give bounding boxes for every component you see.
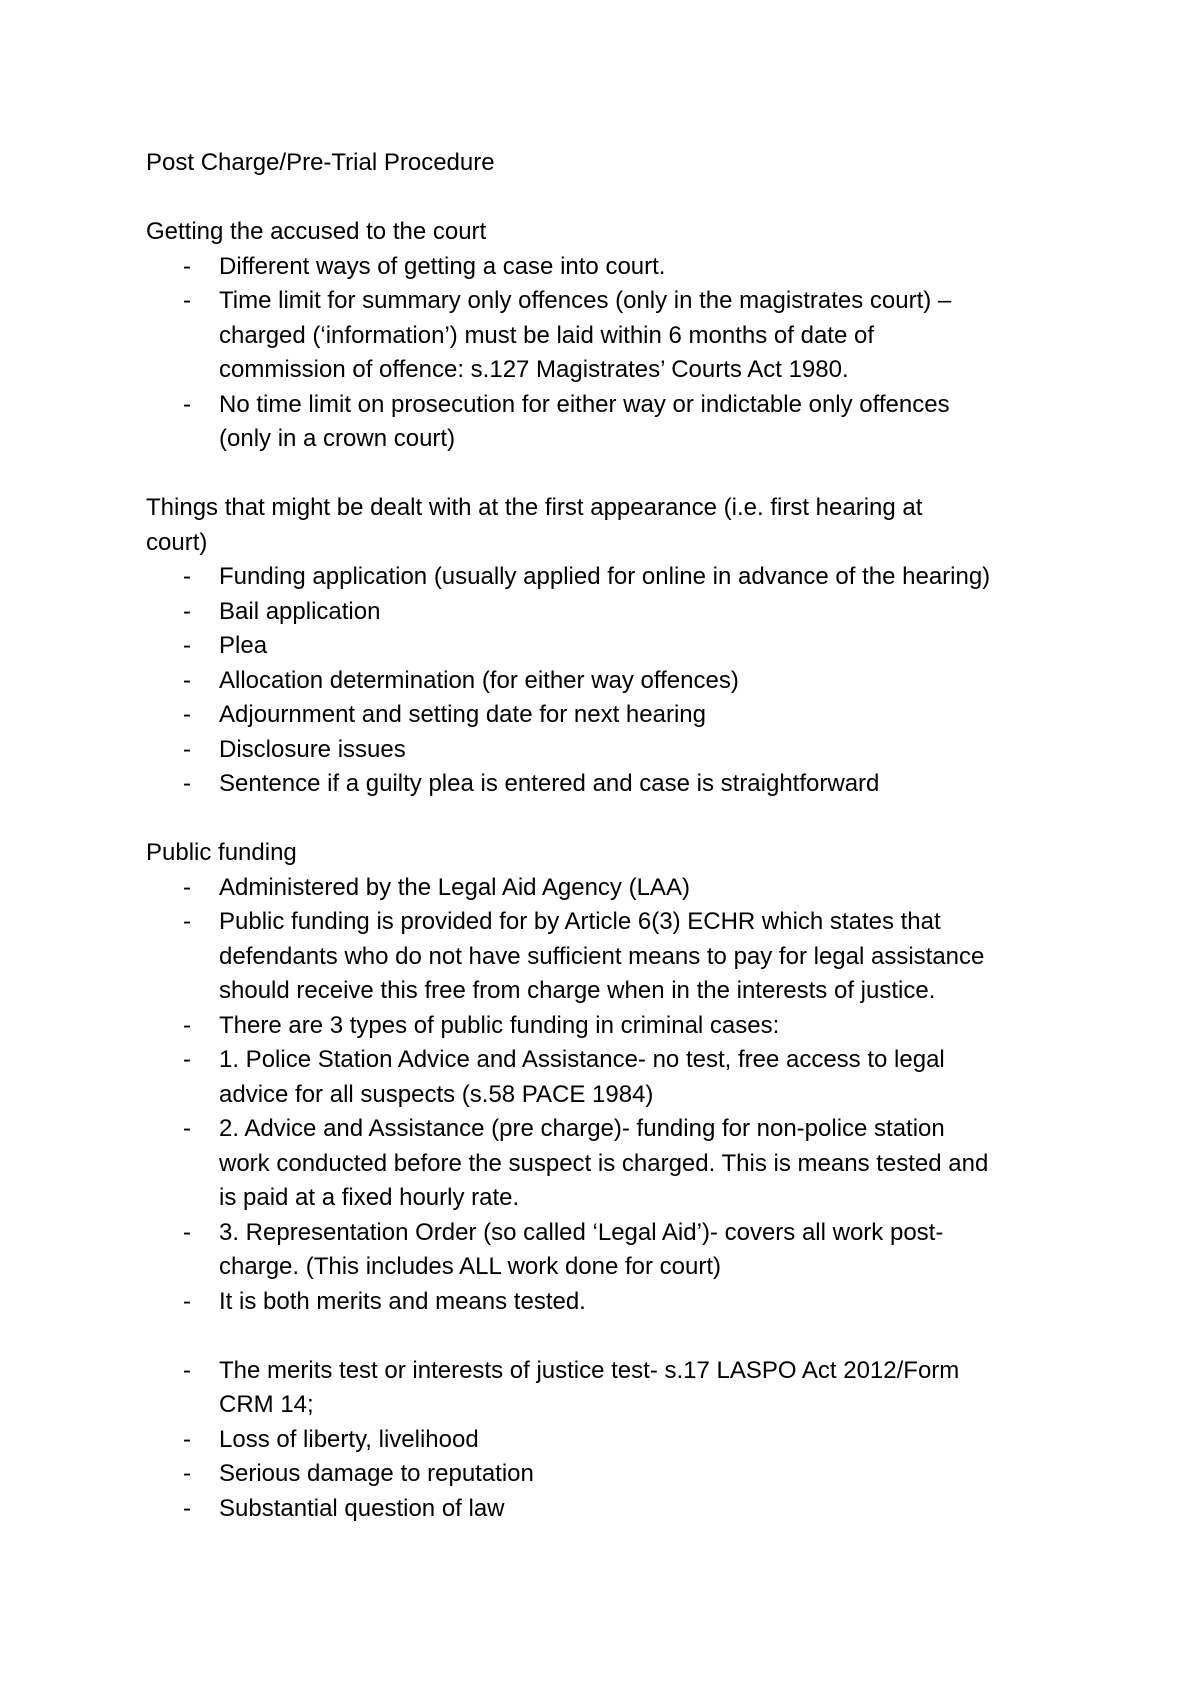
bullet-list-public-funding (146, 871, 1086, 1320)
list-item (146, 1354, 1086, 1423)
list-item-text: There are 3 types of public funding in criminal cases: (219, 1011, 780, 1039)
list-item (146, 733, 1086, 768)
list-item (146, 1216, 1086, 1285)
bullet-dash: - (183, 1460, 191, 1487)
bullet-dash: - (183, 632, 191, 659)
bullet-dash: - (183, 1218, 191, 1246)
list-item-text: Administered by the Legal Aid Agency (LAA) (219, 873, 690, 901)
spacer (146, 1319, 1086, 1354)
bullet-dash: - (183, 252, 191, 280)
bullet-dash: - (183, 1046, 191, 1073)
section-heading-first-appearance: Things that might be dealt with at the first appearance (i.e. first hearing at court) (146, 494, 923, 556)
list-item (146, 560, 1086, 595)
list-item (146, 1285, 1086, 1320)
bullet-list-getting-accused-to-court (146, 250, 1086, 457)
list-item-text: Serious damage to reputation (219, 1460, 534, 1487)
bullet-dash: - (183, 701, 191, 728)
list-item-text: 2. Advice and Assistance (pre charge)- funding for non-police station work conducted before the suspect is charged. This is means tested and is paid at a fixed hourly rate. (219, 1115, 989, 1211)
list-item (146, 629, 1086, 664)
list-item (146, 1423, 1086, 1458)
bullet-dash: - (183, 1494, 191, 1522)
bullet-dash: - (183, 1287, 191, 1315)
list-item-text: Different ways of getting a case into court. (219, 252, 666, 280)
bullet-dash: - (183, 770, 191, 797)
list-item (146, 595, 1086, 630)
list-item-text: Adjournment and setting date for next hearing (219, 701, 706, 728)
list-item (146, 664, 1086, 699)
spacer (146, 181, 1086, 216)
bullet-dash: - (183, 563, 191, 590)
list-item (146, 1043, 1086, 1112)
bullet-dash: - (183, 287, 191, 314)
list-item-text: Time limit for summary only offences (only in the magistrates court) – charged (‘information’) must be laid within 6 months of date of commission of offence: s.127 Magistrates’ Courts Act 1980. (219, 287, 952, 383)
bullet-dash: - (183, 666, 191, 694)
bullet-dash: - (183, 390, 191, 418)
list-item (146, 698, 1086, 733)
document-body (146, 146, 1086, 1526)
bullet-dash: - (183, 1356, 191, 1384)
bullet-dash: - (183, 597, 191, 625)
bullet-list-first-appearance (146, 560, 1086, 802)
list-item (146, 284, 1086, 388)
list-item (146, 250, 1086, 285)
list-item-text: Public funding is provided for by Article 6(3) ECHR which states that defendants who do not have sufficient means to pay for legal assistance should receive this free from charge when in the interests of justice. (219, 908, 985, 1004)
spacer (146, 802, 1086, 837)
list-item-text: 3. Representation Order (so called ‘Legal Aid’)- covers all work post- charge. (This includes ALL work done for court) (219, 1218, 944, 1280)
list-item (146, 1112, 1086, 1216)
document-title: Post Charge/Pre-Trial Procedure (146, 149, 495, 176)
list-item-text: Plea (219, 632, 268, 659)
list-item-text: No time limit on prosecution for either way or indictable only offences (only in a crown court) (219, 390, 950, 452)
list-item (146, 1009, 1086, 1044)
list-item-text: Sentence if a guilty plea is entered and case is straightforward (219, 770, 880, 797)
bullet-list-merits-test (146, 1354, 1086, 1527)
list-item-text: Bail application (219, 597, 381, 625)
list-item (146, 388, 1086, 457)
list-item-text: It is both merits and means tested. (219, 1287, 586, 1315)
list-item (146, 1492, 1086, 1527)
bullet-dash: - (183, 1425, 191, 1453)
list-item (146, 1457, 1086, 1492)
bullet-dash: - (183, 908, 191, 935)
list-item-text: Substantial question of law (219, 1494, 505, 1522)
list-item-text: 1. Police Station Advice and Assistance- no test, free access to legal advice for all suspects (s.58 PACE 1984) (219, 1046, 945, 1108)
list-item (146, 871, 1086, 906)
section-heading-public-funding: Public funding (146, 839, 297, 866)
list-item (146, 767, 1086, 802)
list-item (146, 905, 1086, 1009)
bullet-dash: - (183, 1115, 191, 1142)
list-item-text: Allocation determination (for either way offences) (219, 666, 739, 694)
bullet-dash: - (183, 735, 191, 763)
list-item-text: Disclosure issues (219, 735, 406, 763)
list-item-text: Loss of liberty, livelihood (219, 1425, 479, 1453)
spacer (146, 457, 1086, 492)
bullet-dash: - (183, 873, 191, 901)
section-heading-getting-accused-to-court: Getting the accused to the court (146, 218, 487, 245)
list-item-text: Funding application (usually applied for online in advance of the hearing) (219, 563, 991, 590)
list-item-text: The merits test or interests of justice test- s.17 LASPO Act 2012/Form CRM 14; (219, 1356, 960, 1418)
bullet-dash: - (183, 1011, 191, 1039)
